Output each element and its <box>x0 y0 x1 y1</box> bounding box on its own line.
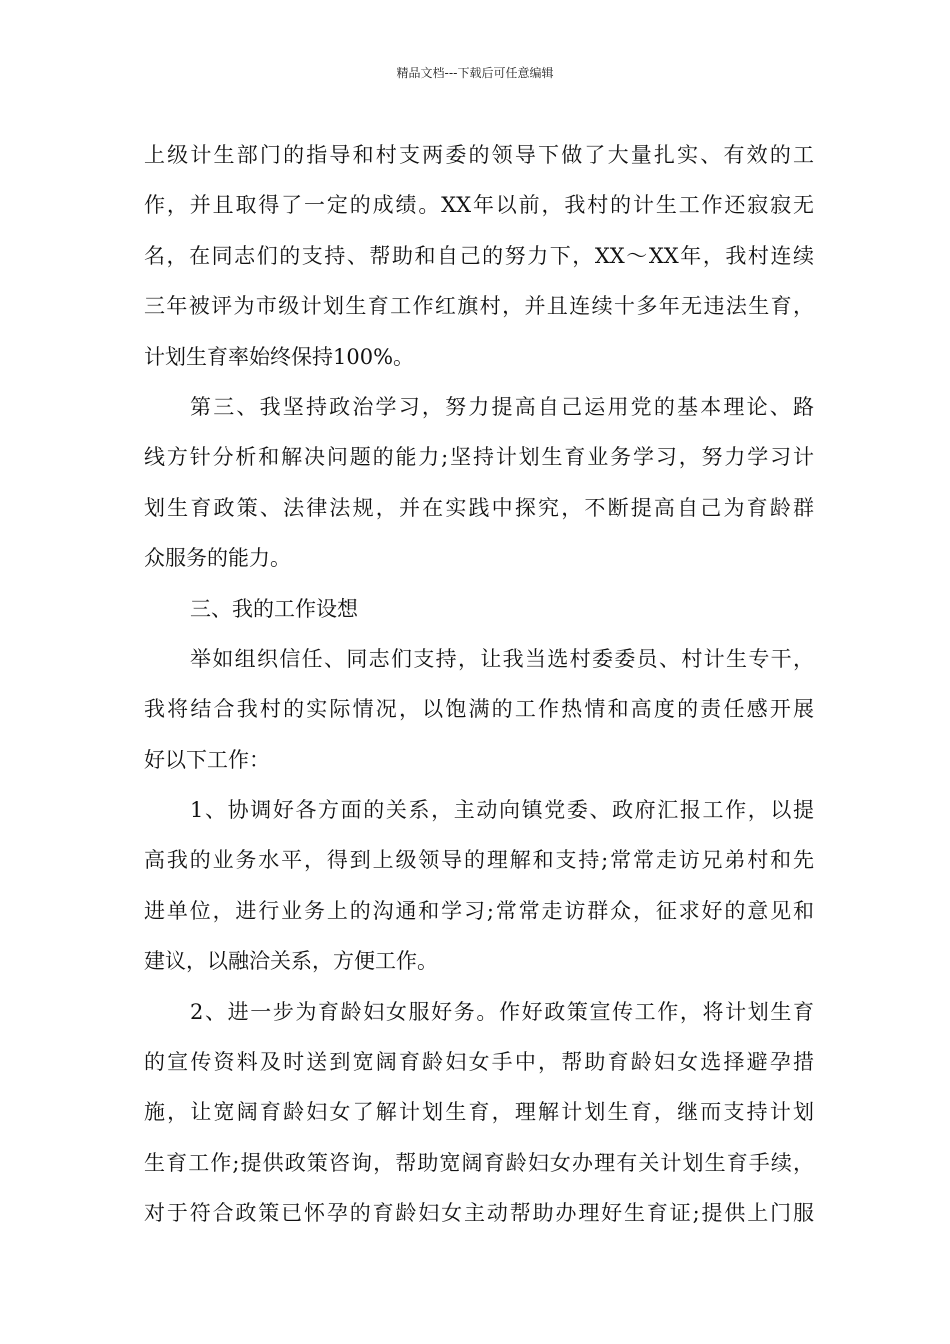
document-body <box>144 130 814 1239</box>
text-line: 生育工作;提供政策咨询，帮助宽阔育龄妇女办理有关计划生育手续， <box>144 1150 814 1175</box>
text-line: 名，在同志们的支持、帮助和自己的努力下，XX～XX年，我村连续 <box>144 243 814 268</box>
page-header: 精品文档---下载后可任意编辑 <box>396 66 554 80</box>
text-line: 计划生育率始终保持100%。 <box>144 344 415 369</box>
text-line: 三年被评为市级计划生育工作红旗村，并且连续十多年无违法生育， <box>144 294 814 319</box>
section-heading: 三、我的工作设想 <box>190 596 358 621</box>
text-line: 对于符合政策已怀孕的育龄妇女主动帮助办理好生育证;提供上门服 <box>144 1201 814 1226</box>
text-line: 施，让宽阔育龄妇女了解计划生育，理解计划生育，继而支持计划 <box>144 1100 814 1125</box>
paragraph-start-line: 1、协调好各方面的关系，主动向镇党委、政府汇报工作，以提 <box>190 798 814 823</box>
paragraph-start-line: 第三、我坚持政治学习，努力提高自己运用党的基本理论、路 <box>190 394 814 419</box>
paragraph-start-line: 举如组织信任、同志们支持，让我当选村委委员、村计生专干， <box>190 646 814 671</box>
text-line: 的宣传资料及时送到宽阔育龄妇女手中，帮助育龄妇女选择避孕措 <box>144 1050 814 1075</box>
text-line: 划生育政策、法律法规，并在实践中探究，不断提高自己为育龄群 <box>144 495 814 520</box>
text-line: 众服务的能力。 <box>144 546 291 571</box>
text-line: 建议，以融洽关系，方便工作。 <box>144 949 438 974</box>
text-line: 我将结合我村的实际情况，以饱满的工作热情和高度的责任感开展 <box>144 697 814 722</box>
text-line: 上级计生部门的指导和村支两委的领导下做了大量扎实、有效的工 <box>144 143 814 167</box>
paragraph-start-line: 2、进一步为育龄妇女服好务。作好政策宣传工作，将计划生育 <box>190 999 814 1024</box>
text-line: 好以下工作： <box>144 747 270 772</box>
text-line: 线方针分析和解决问题的能力;坚持计划生育业务学习，努力学习计 <box>144 445 814 470</box>
text-line: 进单位，进行业务上的沟通和学习;常常走访群众，征求好的意见和 <box>144 898 814 923</box>
text-line: 高我的业务水平，得到上级领导的理解和支持;常常走访兄弟村和先 <box>144 848 814 873</box>
text-line: 作，并且取得了一定的成绩。XX年以前，我村的计生工作还寂寂无 <box>144 193 814 218</box>
